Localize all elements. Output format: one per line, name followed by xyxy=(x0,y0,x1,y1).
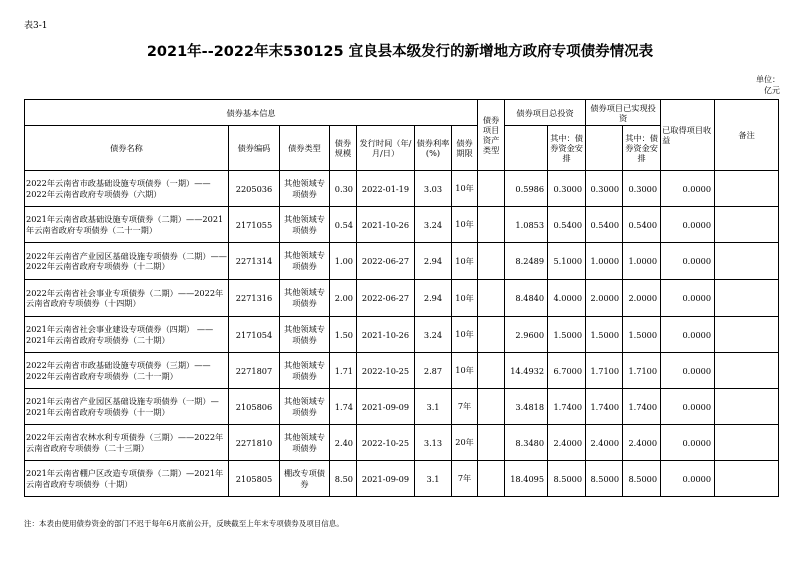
term-cell: 10年 xyxy=(452,207,478,243)
total-investment-cell: 14.4932 xyxy=(505,353,548,389)
remark-cell xyxy=(715,461,779,497)
asset-type-cell xyxy=(478,389,505,425)
bond-name-cell: 2022年云南省社会事业专项债券（二期）——2022年云南省政府专项债券（十四期） xyxy=(25,280,229,317)
bond-type-cell: 其他领域专项债券 xyxy=(280,389,330,425)
realized-investment-cell: 1.5000 xyxy=(586,317,623,353)
header-income: 已取得项目收益 xyxy=(661,100,715,171)
bond-scale-cell: 1.74 xyxy=(330,389,357,425)
header-term: 债券期限 xyxy=(452,126,478,171)
total-investment-cell: 8.3480 xyxy=(505,425,548,461)
term-cell: 7年 xyxy=(452,461,478,497)
table-row xyxy=(25,243,779,280)
bond-type-cell: 其他领域专项债券 xyxy=(280,171,330,207)
bond-name-cell: 2021年云南省社会事业建设专项债券（四期） ——2021年云南省政府专项债券（二十期） xyxy=(25,317,229,353)
realized-bond-funds-cell: 1.7400 xyxy=(623,389,661,425)
table-row xyxy=(25,207,779,243)
realized-bond-funds-cell: 0.5400 xyxy=(623,207,661,243)
total-bond-funds-cell: 8.5000 xyxy=(548,461,586,497)
header-total-investment: 债券项目总投资 xyxy=(505,100,586,126)
header-bond-name: 债券名称 xyxy=(25,126,229,171)
header-bond-code: 债券编码 xyxy=(229,126,280,171)
realized-investment-cell: 0.5400 xyxy=(586,207,623,243)
realized-investment-cell: 1.0000 xyxy=(586,243,623,280)
issue-date-cell: 2022-06-27 xyxy=(357,243,415,280)
bond-code-cell: 2205036 xyxy=(229,171,280,207)
asset-type-cell xyxy=(478,207,505,243)
asset-type-cell xyxy=(478,317,505,353)
rate-cell: 2.94 xyxy=(415,280,452,317)
total-bond-funds-cell: 1.5000 xyxy=(548,317,586,353)
total-bond-funds-cell: 2.4000 xyxy=(548,425,586,461)
realized-bond-funds-cell: 2.0000 xyxy=(623,280,661,317)
bond-code-cell: 2271316 xyxy=(229,280,280,317)
realized-bond-funds-cell: 0.3000 xyxy=(623,171,661,207)
remark-cell xyxy=(715,171,779,207)
issue-date-cell: 2022-10-25 xyxy=(357,353,415,389)
bond-code-cell: 2105805 xyxy=(229,461,280,497)
total-bond-funds-cell: 1.7400 xyxy=(548,389,586,425)
header-issue-time: 发行时间（年/月/日） xyxy=(357,126,415,171)
rate-cell: 3.1 xyxy=(415,461,452,497)
realized-investment-cell: 8.5000 xyxy=(586,461,623,497)
bond-type-cell: 其他领域专项债券 xyxy=(280,207,330,243)
total-investment-cell: 0.5986 xyxy=(505,171,548,207)
table-number: 表3-1 xyxy=(24,21,48,31)
rate-cell: 3.24 xyxy=(415,317,452,353)
rate-cell: 2.87 xyxy=(415,353,452,389)
unit-label xyxy=(740,74,780,96)
total-bond-funds-cell: 6.7000 xyxy=(548,353,586,389)
realized-bond-funds-cell: 1.7100 xyxy=(623,353,661,389)
asset-type-cell xyxy=(478,461,505,497)
remark-cell xyxy=(715,353,779,389)
issue-date-cell: 2021-10-26 xyxy=(357,317,415,353)
term-cell: 10年 xyxy=(452,243,478,280)
unit-label-line2: 亿元 xyxy=(764,86,780,95)
realized-bond-funds-cell: 2.4000 xyxy=(623,425,661,461)
issue-date-cell: 2022-01-19 xyxy=(357,171,415,207)
remark-cell xyxy=(715,389,779,425)
bond-scale-cell: 0.54 xyxy=(330,207,357,243)
bond-scale-cell: 8.50 xyxy=(330,461,357,497)
header-realized-blank xyxy=(586,126,623,171)
asset-type-cell xyxy=(478,353,505,389)
bond-name-cell: 2022年云南省农林水利专项债券（三期）——2022年云南省政府专项债券（二十三期） xyxy=(25,425,229,461)
header-asset-type: 债券项目资产类型 xyxy=(478,100,505,171)
bond-code-cell: 2271314 xyxy=(229,243,280,280)
realized-investment-cell: 1.7100 xyxy=(586,353,623,389)
bond-table xyxy=(24,99,779,497)
table-row xyxy=(25,317,779,353)
table-row xyxy=(25,353,779,389)
bond-code-cell: 2171055 xyxy=(229,207,280,243)
income-cell: 0.0000 xyxy=(661,389,715,425)
table-row xyxy=(25,461,779,497)
bond-type-cell: 其他领域专项债券 xyxy=(280,280,330,317)
total-bond-funds-cell: 0.5400 xyxy=(548,207,586,243)
header-remark: 备注 xyxy=(715,100,779,171)
income-cell: 0.0000 xyxy=(661,207,715,243)
table-row xyxy=(25,280,779,317)
bond-type-cell: 其他领域专项债券 xyxy=(280,425,330,461)
rate-cell: 3.1 xyxy=(415,389,452,425)
total-investment-cell: 3.4818 xyxy=(505,389,548,425)
term-cell: 10年 xyxy=(452,171,478,207)
bond-scale-cell: 2.40 xyxy=(330,425,357,461)
term-cell: 7年 xyxy=(452,389,478,425)
header-bond-type: 债券类型 xyxy=(280,126,330,171)
income-cell: 0.0000 xyxy=(661,171,715,207)
total-investment-cell: 18.4095 xyxy=(505,461,548,497)
bond-name-cell: 2021年云南省棚户区改造专项债券（二期）—2021年云南省政府专项债券（十期） xyxy=(25,461,229,497)
remark-cell xyxy=(715,280,779,317)
bond-code-cell: 2271810 xyxy=(229,425,280,461)
asset-type-cell xyxy=(478,280,505,317)
income-cell: 0.0000 xyxy=(661,461,715,497)
header-realized-of-which: 其中：债券资金安排 xyxy=(623,126,661,171)
issue-date-cell: 2022-06-27 xyxy=(357,280,415,317)
term-cell: 10年 xyxy=(452,353,478,389)
issue-date-cell: 2021-10-26 xyxy=(357,207,415,243)
income-cell: 0.0000 xyxy=(661,317,715,353)
bond-scale-cell: 1.71 xyxy=(330,353,357,389)
total-bond-funds-cell: 4.0000 xyxy=(548,280,586,317)
unit-label-line1: 单位： xyxy=(756,75,780,84)
asset-type-cell xyxy=(478,171,505,207)
issue-date-cell: 2021-09-09 xyxy=(357,389,415,425)
income-cell: 0.0000 xyxy=(661,353,715,389)
remark-cell xyxy=(715,207,779,243)
bond-code-cell: 2171054 xyxy=(229,317,280,353)
header-scale: 债券规模 xyxy=(330,126,357,171)
bond-scale-cell: 1.50 xyxy=(330,317,357,353)
realized-investment-cell: 1.7400 xyxy=(586,389,623,425)
term-cell: 10年 xyxy=(452,317,478,353)
header-realized-investment: 债券项目已实现投资 xyxy=(586,100,661,126)
bond-type-cell: 其他领域专项债券 xyxy=(280,243,330,280)
rate-cell: 3.24 xyxy=(415,207,452,243)
term-cell: 10年 xyxy=(452,280,478,317)
header-basic-info: 债券基本信息 xyxy=(25,100,478,126)
header-rate: 债券利率(%) xyxy=(415,126,452,171)
rate-cell: 3.13 xyxy=(415,425,452,461)
total-investment-cell: 2.9600 xyxy=(505,317,548,353)
income-cell: 0.0000 xyxy=(661,425,715,461)
bond-name-cell: 2021年云南省政基础设施专项债券（二期）——2021年云南省政府专项债券（二十一期） xyxy=(25,207,229,243)
issue-date-cell: 2022-10-25 xyxy=(357,425,415,461)
bond-type-cell: 其他领域专项债券 xyxy=(280,317,330,353)
bond-name-cell: 2022年云南省市政基础设施专项债券（一期）——2022年云南省政府专项债券（六期） xyxy=(25,171,229,207)
bond-scale-cell: 2.00 xyxy=(330,280,357,317)
total-bond-funds-cell: 0.3000 xyxy=(548,171,586,207)
bond-name-cell: 2022年云南省产业园区基础设施专项债券（二期）——2022年云南省政府专项债券（十二期） xyxy=(25,243,229,280)
asset-type-cell xyxy=(478,243,505,280)
realized-bond-funds-cell: 1.5000 xyxy=(623,317,661,353)
bond-code-cell: 2105806 xyxy=(229,389,280,425)
table-row xyxy=(25,389,779,425)
bond-type-cell: 棚改专项债券 xyxy=(280,461,330,497)
bond-name-cell: 2022年云南省市政基础设施专项债券（三期）——2022年云南省政府专项债券（二十一期） xyxy=(25,353,229,389)
bond-type-cell: 其他领域专项债券 xyxy=(280,353,330,389)
income-cell: 0.0000 xyxy=(661,280,715,317)
realized-bond-funds-cell: 8.5000 xyxy=(623,461,661,497)
issue-date-cell: 2021-09-09 xyxy=(357,461,415,497)
page-title: 2021年--2022年末530125 宜良县本级发行的新增地方政府专项债券情况表 xyxy=(146,44,654,60)
total-investment-cell: 8.2489 xyxy=(505,243,548,280)
table-row xyxy=(25,171,779,207)
table-row xyxy=(25,425,779,461)
header-total-of-which: 其中：债券资金安排 xyxy=(548,126,586,171)
realized-investment-cell: 2.0000 xyxy=(586,280,623,317)
total-investment-cell: 8.4840 xyxy=(505,280,548,317)
header-total-blank xyxy=(505,126,548,171)
term-cell: 20年 xyxy=(452,425,478,461)
remark-cell xyxy=(715,243,779,280)
realized-investment-cell: 0.3000 xyxy=(586,171,623,207)
total-investment-cell: 1.0853 xyxy=(505,207,548,243)
remark-cell xyxy=(715,425,779,461)
rate-cell: 2.94 xyxy=(415,243,452,280)
rate-cell: 3.03 xyxy=(415,171,452,207)
realized-bond-funds-cell: 1.0000 xyxy=(623,243,661,280)
remark-cell xyxy=(715,317,779,353)
income-cell: 0.0000 xyxy=(661,243,715,280)
bond-scale-cell: 1.00 xyxy=(330,243,357,280)
bond-name-cell: 2021年云南省产业园区基础设施专项债券（一期）—2021年云南省政府专项债券（十一期） xyxy=(25,389,229,425)
footnote: 注：本表由使用债券资金的部门不迟于每年6月底前公开，反映截至上年末专项债券及项目信息。 xyxy=(24,519,344,528)
total-bond-funds-cell: 5.1000 xyxy=(548,243,586,280)
asset-type-cell xyxy=(478,425,505,461)
bond-scale-cell: 0.30 xyxy=(330,171,357,207)
bond-code-cell: 2271807 xyxy=(229,353,280,389)
realized-investment-cell: 2.4000 xyxy=(586,425,623,461)
